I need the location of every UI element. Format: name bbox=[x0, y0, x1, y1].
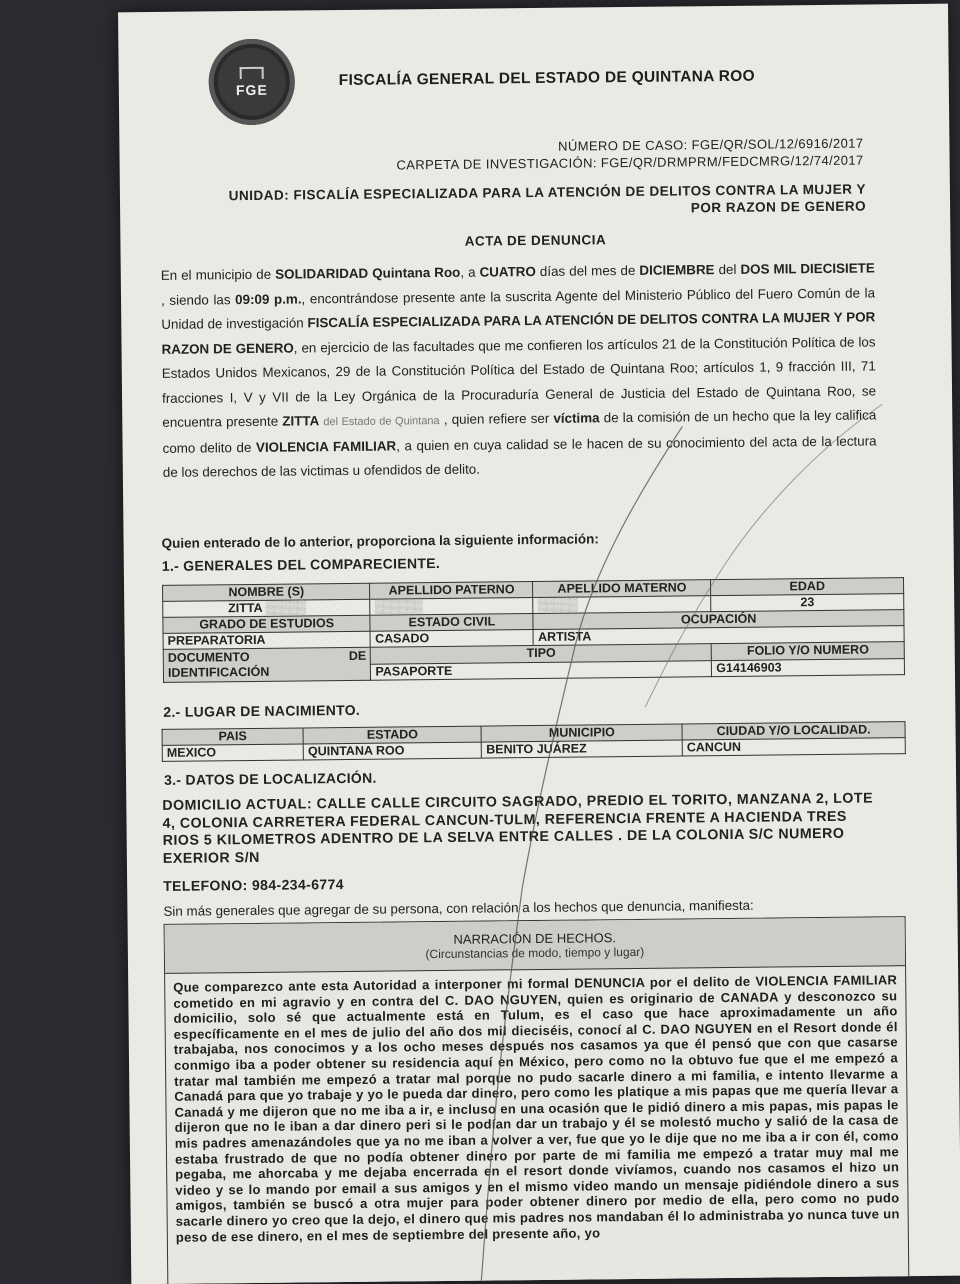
quien-enterado: Quien enterado de lo anterior, proporciona la siguiente información: bbox=[161, 531, 599, 551]
narracion-header bbox=[165, 917, 905, 974]
cell-estado: QUINTANA ROO bbox=[303, 742, 481, 760]
header-estado: ESTADO bbox=[303, 726, 481, 744]
cell-nombre: ZITTA ▒▒▒▒▒ bbox=[163, 599, 371, 617]
cell-materno: ▒▒▒▒▒ bbox=[533, 596, 711, 614]
unit-line-1: UNIDAD: FISCALÍA ESPECIALIZADA PARA LA ATENCIÓN DE DELITOS CONTRA LA MUJER Y bbox=[228, 181, 866, 204]
unit-line-2: POR RAZON DE GENERO bbox=[690, 198, 867, 216]
cell-tipo: PASAPORTE bbox=[371, 660, 712, 680]
agency-title: FISCALÍA GENERAL DEL ESTADO DE QUINTANA ROO bbox=[338, 67, 756, 90]
header-ocupacion: OCUPACIÓN bbox=[533, 610, 904, 630]
unit-heading bbox=[180, 181, 866, 222]
document-page bbox=[118, 4, 960, 1284]
header-civil: ESTADO CIVIL bbox=[370, 614, 533, 632]
sin-mas-generales: Sin más generales que agregar de su persona, con relación a los hechos que denuncia, manifiesta: bbox=[163, 897, 754, 919]
cell-ciudad: CANCUN bbox=[682, 738, 905, 756]
section-3-title: 3.- DATOS DE LOCALIZACIÓN. bbox=[163, 769, 377, 788]
header-folio: FOLIO Y/O NUMERO bbox=[711, 642, 904, 661]
case-number: NÚMERO DE CASO: FGE/QR/SOL/12/6916/2017 bbox=[558, 135, 864, 154]
header-municipio: MUNICIPIO bbox=[481, 724, 682, 742]
section-1-title: 1.- GENERALES DEL COMPARECIENTE. bbox=[161, 555, 441, 574]
header-nombre: NOMBRE (S) bbox=[163, 583, 371, 601]
header-ciudad: CIUDAD Y/O LOCALIDAD. bbox=[682, 722, 905, 740]
generales-table bbox=[162, 577, 905, 683]
carpeta-number: CARPETA DE INVESTIGACIÓN: FGE/QR/DRMPRM/FEDCMRG/12/74/2017 bbox=[396, 152, 864, 173]
cell-ocupacion: ARTISTA bbox=[533, 626, 904, 646]
document-title: ACTA DE DENUNCIA bbox=[464, 232, 607, 249]
fge-seal bbox=[208, 39, 295, 126]
intro-paragraph: En el municipio de SOLIDARIDAD Quintana Roo, a CUATRO días del mes de DICIEMBRE del DOS MIL DIECISIETE , siendo las 09:09 p.m., encontrándose presente ante la suscrita Agente del Ministerio Público del Fuero Común de la Unidad de investigación FISCALÍA ESPECIALIZADA PARA LA ATENCIÓN DE DELITOS CONTRA LA MUJER Y POR RAZON DE GENERO, en ejercicio de las facultades que me confieren los artículos 21 de la Constitución Política de los Estados Unidos Mexicanos, 29 de la Constitución Política del Estado de Quintana Roo; artículos 1, 9 fracción III, 71 fracciones I, V y VII de la Ley Orgánica de la Procuraduría General de Justicia del Estado de Quintana Roo, se encuentra presente ZITTA del Estado de Quintana , quien refiere ser víctima de la comisión de un hecho que la ley califica como delito de VIOLENCIA FAMILIAR, a quien en cuya calidad se le hacen de su conocimiento del acta de la lectura de los derechos de las victimas u ofendidos de delito. bbox=[160, 260, 877, 480]
header-tipo: TIPO bbox=[371, 644, 712, 664]
case-numbers bbox=[396, 135, 864, 174]
narracion-box bbox=[164, 916, 910, 1284]
telefono: TELEFONO: 984-234-6774 bbox=[163, 876, 345, 894]
cell-edad: 23 bbox=[711, 594, 904, 612]
narracion-title: NARRACIÓN DE HECHOS. bbox=[453, 930, 617, 947]
cell-civil: CASADO bbox=[370, 630, 533, 648]
header-paterno: APELLIDO PATERNO bbox=[370, 582, 533, 600]
cell-municipio: BENITO JUÁREZ bbox=[482, 740, 683, 758]
header-grado: GRADO DE ESTUDIOS bbox=[163, 615, 371, 633]
domicilio-actual: DOMICILIO ACTUAL: CALLE CALLE CIRCUITO SAGRADO, PREDIO EL TORITO, MANZANA 2, LOTE 4, COLONIA CARRETERA FEDERAL CANCUN-TULM, REFERENCIA FRENTE A HACIENDA TRES RIOS 5 KILOMETROS ADENTRO DE LA SELVA ENTRE CALLES . DE LA COLONIA S/C NUMERO EXERIOR S/N bbox=[162, 790, 874, 867]
narracion-subtitle: (Circunstancias de modo, tiempo y lugar) bbox=[425, 944, 645, 962]
narracion-text: Que comparezco ante esta Autoridad a interponer mi formal DENUNCIA por el delito de VIOLENCIA FAMILIAR cometido en mi agravio y en contra del C. DAO NGUYEN, quien es originario de CANADA y desconozco su domicilio, solo sé que actualmente está en Tulum, es el caso que hace aproximadamente un año específicamente en el mes de julio del año dos mil dieciséis, conocí al C. DAO NGUYEN en el Resort donde él trabajaba, nos conocimos y a los ocho meses después nos casamos ya que él pensó que con que casarse conmigo iba a poder obtener su residencia aquí en México, pero como no la obtuvo fue que el me empezó a tratar mal también me empezó a tratar mal porque no pudo sacarle dinero a mi familia, e intento llevarme a Canadá para que yo trabaje y yo le pueda dar dinero, pero como les platique a mis papas que me quería llevar a Canadá y me dijeron que no me iba a ir, e incluso en una ocasión que le pidió dinero a mis papas, mis papas le dijeron que no le iban a dar dinero peri si le podían dar un trabajo y él se molestó mucho y salió de la casa de mis padres amenazándoles que ya no me iban a volver a ver, fue que yo le dije que no me iba a ir con él, como estaba frustrado de que no podía obtener dinero por parte de mi familia me empezó a tratar muy mal me pegaba, me ahorcaba y me dejaba encerrada en el resort donde vivíamos, cuando nos casamos el hizo un video y se lo mando por email a sus amigos y en el mismo video mando un mensaje pidiéndole dinero a sus amigos, también se buscó a otra mujer para poder obtener dinero por medio de ella, pero como no pudo sacarle dinero yo creo que la dejo, el dinero que mis padres nos mandaban él lo administraba yo nunca tuve un peso de ese dinero, en el mes de septiembre del presente año, yo bbox=[173, 972, 900, 1245]
section-2-title: 2.- LUGAR DE NACIMIENTO. bbox=[163, 701, 361, 720]
header-edad: EDAD bbox=[711, 578, 904, 596]
cell-folio: G14146903 bbox=[712, 658, 905, 677]
cell-paterno: ▒▒▒▒▒▒ bbox=[370, 598, 533, 616]
header-materno: APELLIDO MATERNO bbox=[533, 580, 711, 598]
header-pais: PAIS bbox=[162, 728, 303, 745]
cell-pais: MEXICO bbox=[162, 744, 303, 761]
header-documento: DOCUMENTO DE IDENTIFICACIÓN bbox=[163, 647, 371, 682]
seal-text: FGE bbox=[235, 81, 268, 99]
nacimiento-table bbox=[162, 721, 906, 762]
cell-grado: PREPARATORIA bbox=[163, 631, 371, 649]
